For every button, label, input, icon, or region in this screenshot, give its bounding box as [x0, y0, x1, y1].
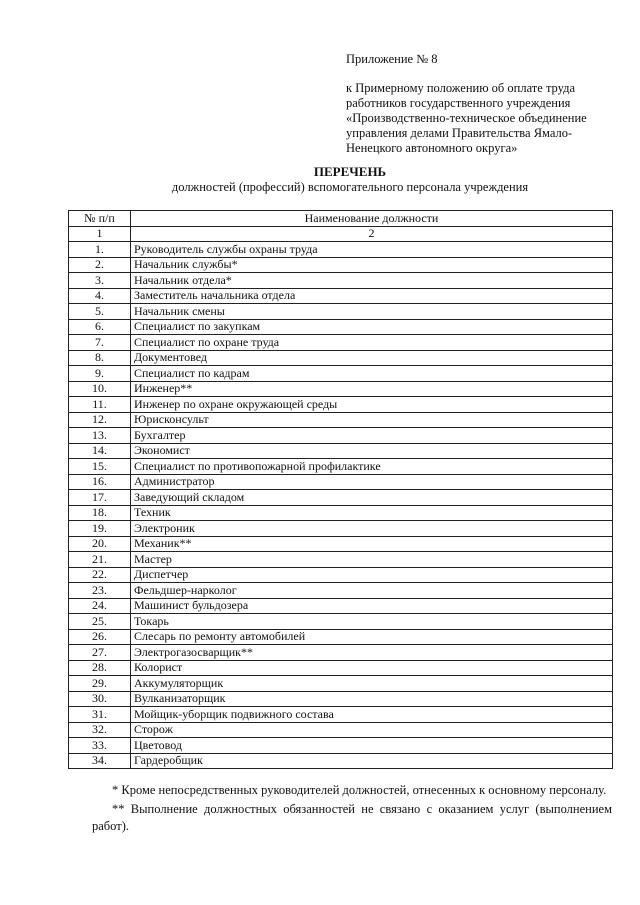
column-index-position: 2 — [131, 226, 613, 242]
row-number: 7. — [69, 335, 131, 351]
table-row — [69, 474, 613, 490]
footnotes — [92, 782, 612, 835]
table-row — [69, 242, 613, 258]
table-row — [69, 505, 613, 521]
table-row — [69, 660, 613, 676]
row-number: 2. — [69, 257, 131, 273]
position-name: Фельдшер-нарколог — [131, 583, 613, 599]
footnote: ** Выполнение должностных обязанностей не связано с оказанием услуг (выполнением работ). — [92, 802, 612, 833]
position-name: Специалист по закупкам — [131, 319, 613, 335]
position-name: Сторож — [131, 722, 613, 738]
position-name: Мастер — [131, 552, 613, 568]
table-row — [69, 722, 613, 738]
table-row — [69, 443, 613, 459]
row-number: 17. — [69, 490, 131, 506]
position-name: Начальник службы* — [131, 257, 613, 273]
position-name: Слесарь по ремонту автомобилей — [131, 629, 613, 645]
table-row — [69, 691, 613, 707]
table-row — [69, 366, 613, 382]
table-row — [69, 288, 613, 304]
table-row — [69, 536, 613, 552]
position-name: Токарь — [131, 614, 613, 630]
footnote: * Кроме непосредственных руководителей должностей, отнесенных к основному персоналу. — [112, 783, 607, 797]
position-name: Техник — [131, 505, 613, 521]
position-name: Руководитель службы охраны труда — [131, 242, 613, 258]
column-header-position: Наименование должности — [131, 211, 613, 227]
appendix-line: Ненецкого автономного округа» — [346, 141, 518, 155]
table-row — [69, 381, 613, 397]
column-header-number: № п/п — [69, 211, 131, 227]
table-row — [69, 598, 613, 614]
appendix-line: к Примерному положению об оплате труда — [346, 81, 576, 95]
row-number: 29. — [69, 676, 131, 692]
table-row — [69, 490, 613, 506]
position-name: Инженер** — [131, 381, 613, 397]
position-name: Экономист — [131, 443, 613, 459]
position-name: Специалист по охране труда — [131, 335, 613, 351]
row-number: 3. — [69, 273, 131, 289]
row-number: 9. — [69, 366, 131, 382]
row-number: 21. — [69, 552, 131, 568]
column-index-number: 1 — [69, 226, 131, 242]
row-number: 27. — [69, 645, 131, 661]
row-number: 33. — [69, 738, 131, 754]
position-name: Документовед — [131, 350, 613, 366]
table-row — [69, 350, 613, 366]
position-name: Юрисконсульт — [131, 412, 613, 428]
position-name: Мойщик-уборщик подвижного состава — [131, 707, 613, 723]
row-number: 23. — [69, 583, 131, 599]
row-number: 31. — [69, 707, 131, 723]
position-name: Диспетчер — [131, 567, 613, 583]
appendix-line: «Производственно-техническое объединение — [346, 111, 587, 125]
appendix-number: Приложение № 8 — [346, 52, 438, 66]
table-row — [69, 521, 613, 537]
row-number: 25. — [69, 614, 131, 630]
position-name: Механик** — [131, 536, 613, 552]
position-name: Начальник отдела* — [131, 273, 613, 289]
table-row — [69, 583, 613, 599]
table-row — [69, 676, 613, 692]
row-number: 8. — [69, 350, 131, 366]
row-number: 32. — [69, 722, 131, 738]
table-row — [69, 257, 613, 273]
row-number: 11. — [69, 397, 131, 413]
table-row — [69, 629, 613, 645]
table-row — [69, 707, 613, 723]
table-row — [69, 397, 613, 413]
row-number: 1. — [69, 242, 131, 258]
column-index-row — [69, 226, 613, 242]
row-number: 20. — [69, 536, 131, 552]
row-number: 14. — [69, 443, 131, 459]
document-subtitle: должностей (профессий) вспомогательного персонала учреждения — [171, 180, 529, 194]
row-number: 16. — [69, 474, 131, 490]
row-number: 22. — [69, 567, 131, 583]
row-number: 12. — [69, 412, 131, 428]
position-name: Начальник смены — [131, 304, 613, 320]
table-row — [69, 304, 613, 320]
position-name: Администратор — [131, 474, 613, 490]
table-row — [69, 412, 613, 428]
position-name: Гардеробщик — [131, 753, 613, 769]
table-row — [69, 567, 613, 583]
table-row — [69, 273, 613, 289]
table-row — [69, 335, 613, 351]
appendix-line: работников государственного учреждения — [346, 96, 571, 110]
row-number: 26. — [69, 629, 131, 645]
row-number: 13. — [69, 428, 131, 444]
row-number: 18. — [69, 505, 131, 521]
row-number: 28. — [69, 660, 131, 676]
row-number: 6. — [69, 319, 131, 335]
position-name: Инженер по охране окружающей среды — [131, 397, 613, 413]
position-name: Специалист по противопожарной профилактике — [131, 459, 613, 475]
row-number: 34. — [69, 753, 131, 769]
position-name: Заведующий складом — [131, 490, 613, 506]
table-row — [69, 738, 613, 754]
positions-table — [68, 210, 613, 769]
position-name: Вулканизаторщик — [131, 691, 613, 707]
position-name: Электрогазосварщик** — [131, 645, 613, 661]
row-number: 19. — [69, 521, 131, 537]
row-number: 24. — [69, 598, 131, 614]
position-name: Бухгалтер — [131, 428, 613, 444]
document-title: ПЕРЕЧЕНЬ — [313, 164, 387, 179]
table-row — [69, 645, 613, 661]
row-number: 4. — [69, 288, 131, 304]
position-name: Заместитель начальника отдела — [131, 288, 613, 304]
table-row — [69, 319, 613, 335]
table-row — [69, 428, 613, 444]
appendix-line: управления делами Правительства Ямало- — [346, 126, 573, 140]
row-number: 10. — [69, 381, 131, 397]
table-row — [69, 753, 613, 769]
appendix-reference — [346, 52, 616, 156]
position-name: Специалист по кадрам — [131, 366, 613, 382]
position-name: Аккумуляторщик — [131, 676, 613, 692]
position-name: Колорист — [131, 660, 613, 676]
row-number: 15. — [69, 459, 131, 475]
position-name: Электроник — [131, 521, 613, 537]
row-number: 30. — [69, 691, 131, 707]
table-row — [69, 459, 613, 475]
position-name: Машинист бульдозера — [131, 598, 613, 614]
table-row — [69, 552, 613, 568]
row-number: 5. — [69, 304, 131, 320]
table-row — [69, 614, 613, 630]
table-header-row — [69, 211, 613, 227]
position-name: Цветовод — [131, 738, 613, 754]
